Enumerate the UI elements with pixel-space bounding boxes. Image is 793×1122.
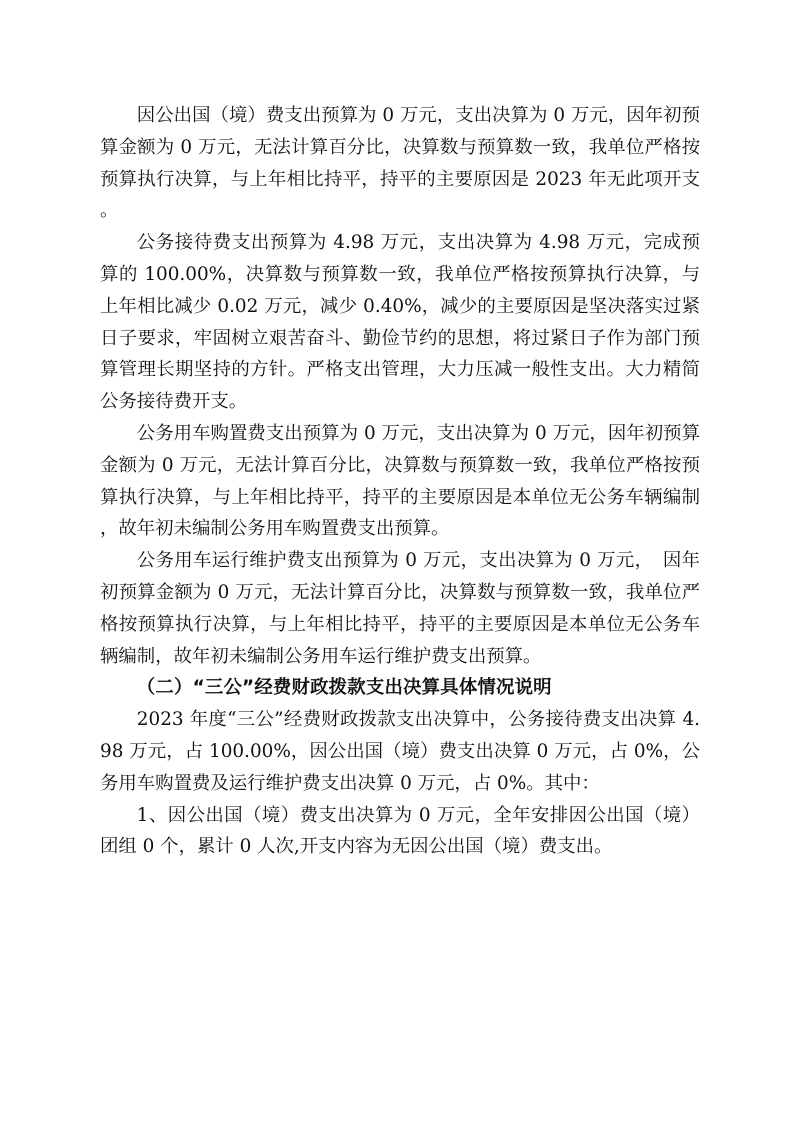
section-heading: （二）“三公”经费财政拨款支出决算具体情况说明 xyxy=(136,677,552,699)
paragraph-overseas-expense: 因公出国（境）费支出预算为 0 万元，支出决算为 0 万元，因年初预算金额为 0 万元，无法计算百分比，决算数与预算数一致，我单位严格按预算执行决算，与上年相比持平，持平的主要原因是 2023 年无此项开支。 xyxy=(100,105,700,222)
paragraph-vehicle-purchase: 公务用车购置费支出预算为 0 万元，支出决算为 0 万元，因年初预算金额为 0 万元，无法计算百分比，决算数与预算数一致，我单位严格按预算执行决算，与上年相比持平，持平的主要原因是本单位无公务车辆编制，故年初未编制公务用车购置费支出预算。 xyxy=(100,422,700,540)
document-body xyxy=(100,100,700,863)
paragraph-vehicle-maintenance: 公务用车运行维护费支出预算为 0 万元，支出决算为 0 万元， 因年初预算金额为 0 万元，无法计算百分比，决算数与预算数一致，我单位严格按预算执行决算，与上年相比持平，持平的主要原因是本单位无公务车辆编制，故年初未编制公务用车运行维护费支出预算。 xyxy=(100,550,700,667)
paragraph-overseas-detail: 1、因公出国（境）费支出决算为 0 万元，全年安排因公出国（境）团组 0 个，累计 0 人次,开支内容为无因公出国（境）费支出。 xyxy=(100,804,700,858)
paragraph-reception-expense: 公务接待费支出预算为 4.98 万元，支出决算为 4.98 万元，完成预算的 100.00%，决算数与预算数一致，我单位严格按预算执行决算，与上年相比减少 0.02 万元，减少 0.40%，减少的主要原因是坚决落实过紧日子要求，牢固树立艰苦奋斗、勤俭节约的思想，将过紧日子作为部门预算管理长期坚持的方针。严格支出管理，大力压减一般性支出。大力精简公务接待费开支。 xyxy=(100,232,700,413)
paragraph-summary: 2023 年度“三公”经费财政拨款支出决算中，公务接待费支出决算 4.98 万元，占 100.00%，因公出国（境）费支出决算 0 万元，占 0%，公务用车购置费及运行维护费支出决算 0 万元，占 0%。其中： xyxy=(100,709,700,794)
